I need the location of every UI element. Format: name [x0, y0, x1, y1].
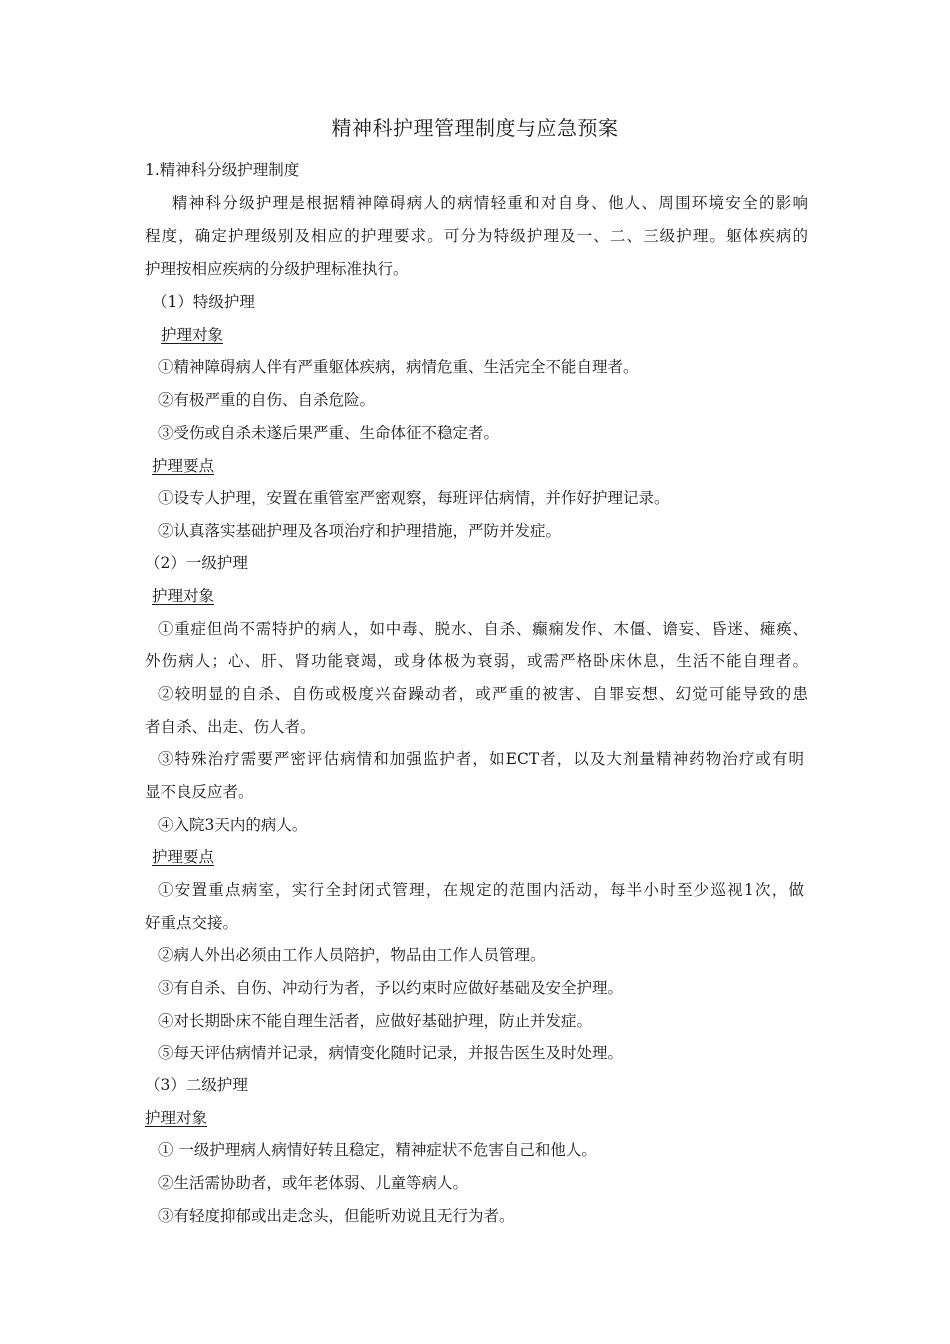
document-title: 精神科护理管理制度与应急预案	[331, 116, 619, 140]
list-item: ④对长期卧床不能自理生活者，应做好基础护理，防止并发症。	[158, 1012, 593, 1030]
list-item: ① 一级护理病人病情好转且稳定，精神症状不危害自己和他人。	[158, 1141, 597, 1159]
list-item: ⑤每天评估病情并记录，病情变化随时记录，并报告医生及时处理。	[158, 1044, 624, 1062]
list-item: ①重症但尚不需特护的病人，如中毒、脱水、自杀、癫痫发作、木僵、谵妄、昏迷、瘫痪、	[158, 620, 808, 638]
list-item: ①设专人护理，安置在重管室严密观察，每班评估病情，并作好护理记录。	[158, 489, 670, 507]
subheading-underlined: 护理对象	[145, 1109, 208, 1127]
paragraph-line: 护理按相应疾病的分级护理标准执行。	[145, 260, 409, 278]
list-item: ③有轻度抑郁或出走念头，但能听劝说且无行为者。	[158, 1207, 515, 1225]
list-item-continued: 显不良反应者。	[145, 783, 254, 801]
subheading-underlined: 护理要点	[152, 848, 215, 866]
list-item: ③受伤或自杀未遂后果严重、生命体征不稳定者。	[158, 424, 500, 442]
subheading-underlined: 护理要点	[152, 457, 215, 475]
subsection-heading: （3）二级护理	[145, 1076, 248, 1094]
paragraph-line: 精神科分级护理是根据精神障碍病人的病情轻重和对自身、他人、周围环境安全的影响	[172, 194, 808, 212]
list-item: ①安置重点病室，实行全封闭式管理，在规定的范围内活动，每半小时至少巡视1次，做	[158, 881, 804, 899]
list-item: ②有极严重的自伤、自杀危险。	[158, 391, 376, 409]
list-item-continued: 好重点交接。	[145, 914, 239, 932]
list-item: ④入院3天内的病人。	[158, 816, 308, 834]
subheading-underlined: 护理对象	[161, 326, 224, 344]
paragraph-line: 程度，确定护理级别及相应的护理要求。可分为特级护理及一、二、三级护理。躯体疾病的	[145, 227, 808, 245]
subsection-heading: （1）特级护理	[152, 293, 255, 311]
list-item: ③特殊治疗需要严密评估病情和加强监护者，如ECT者，以及大剂量精神药物治疗或有明	[158, 750, 804, 768]
list-item: ②生活需协助者，或年老体弱、儿童等病人。	[158, 1174, 469, 1192]
list-item: ②较明显的自杀、自伤或极度兴奋躁动者，或严重的被害、自罪妄想、幻觉可能导致的患	[158, 685, 808, 703]
subsection-heading: （2）一级护理	[145, 554, 248, 572]
list-item: ③有自杀、自伤、冲动行为者，予以约束时应做好基础及安全护理。	[158, 979, 624, 997]
list-item: ②病人外出必须由工作人员陪护，物品由工作人员管理。	[158, 946, 546, 964]
subheading-underlined: 护理对象	[152, 587, 215, 605]
list-item-continued: 者自杀、出走、伤人者。	[145, 718, 316, 736]
list-item-continued: 外伤病人；心、肝、肾功能衰竭，或身体极为衰弱，或需严格卧床休息，生活不能自理者。	[145, 652, 808, 670]
list-item: ①精神障碍病人伴有严重躯体疾病，病情危重、生活完全不能自理者。	[158, 358, 639, 376]
section-heading: 1.精神科分级护理制度	[145, 161, 300, 179]
list-item: ②认真落实基础护理及各项治疗和护理措施，严防并发症。	[158, 522, 562, 540]
